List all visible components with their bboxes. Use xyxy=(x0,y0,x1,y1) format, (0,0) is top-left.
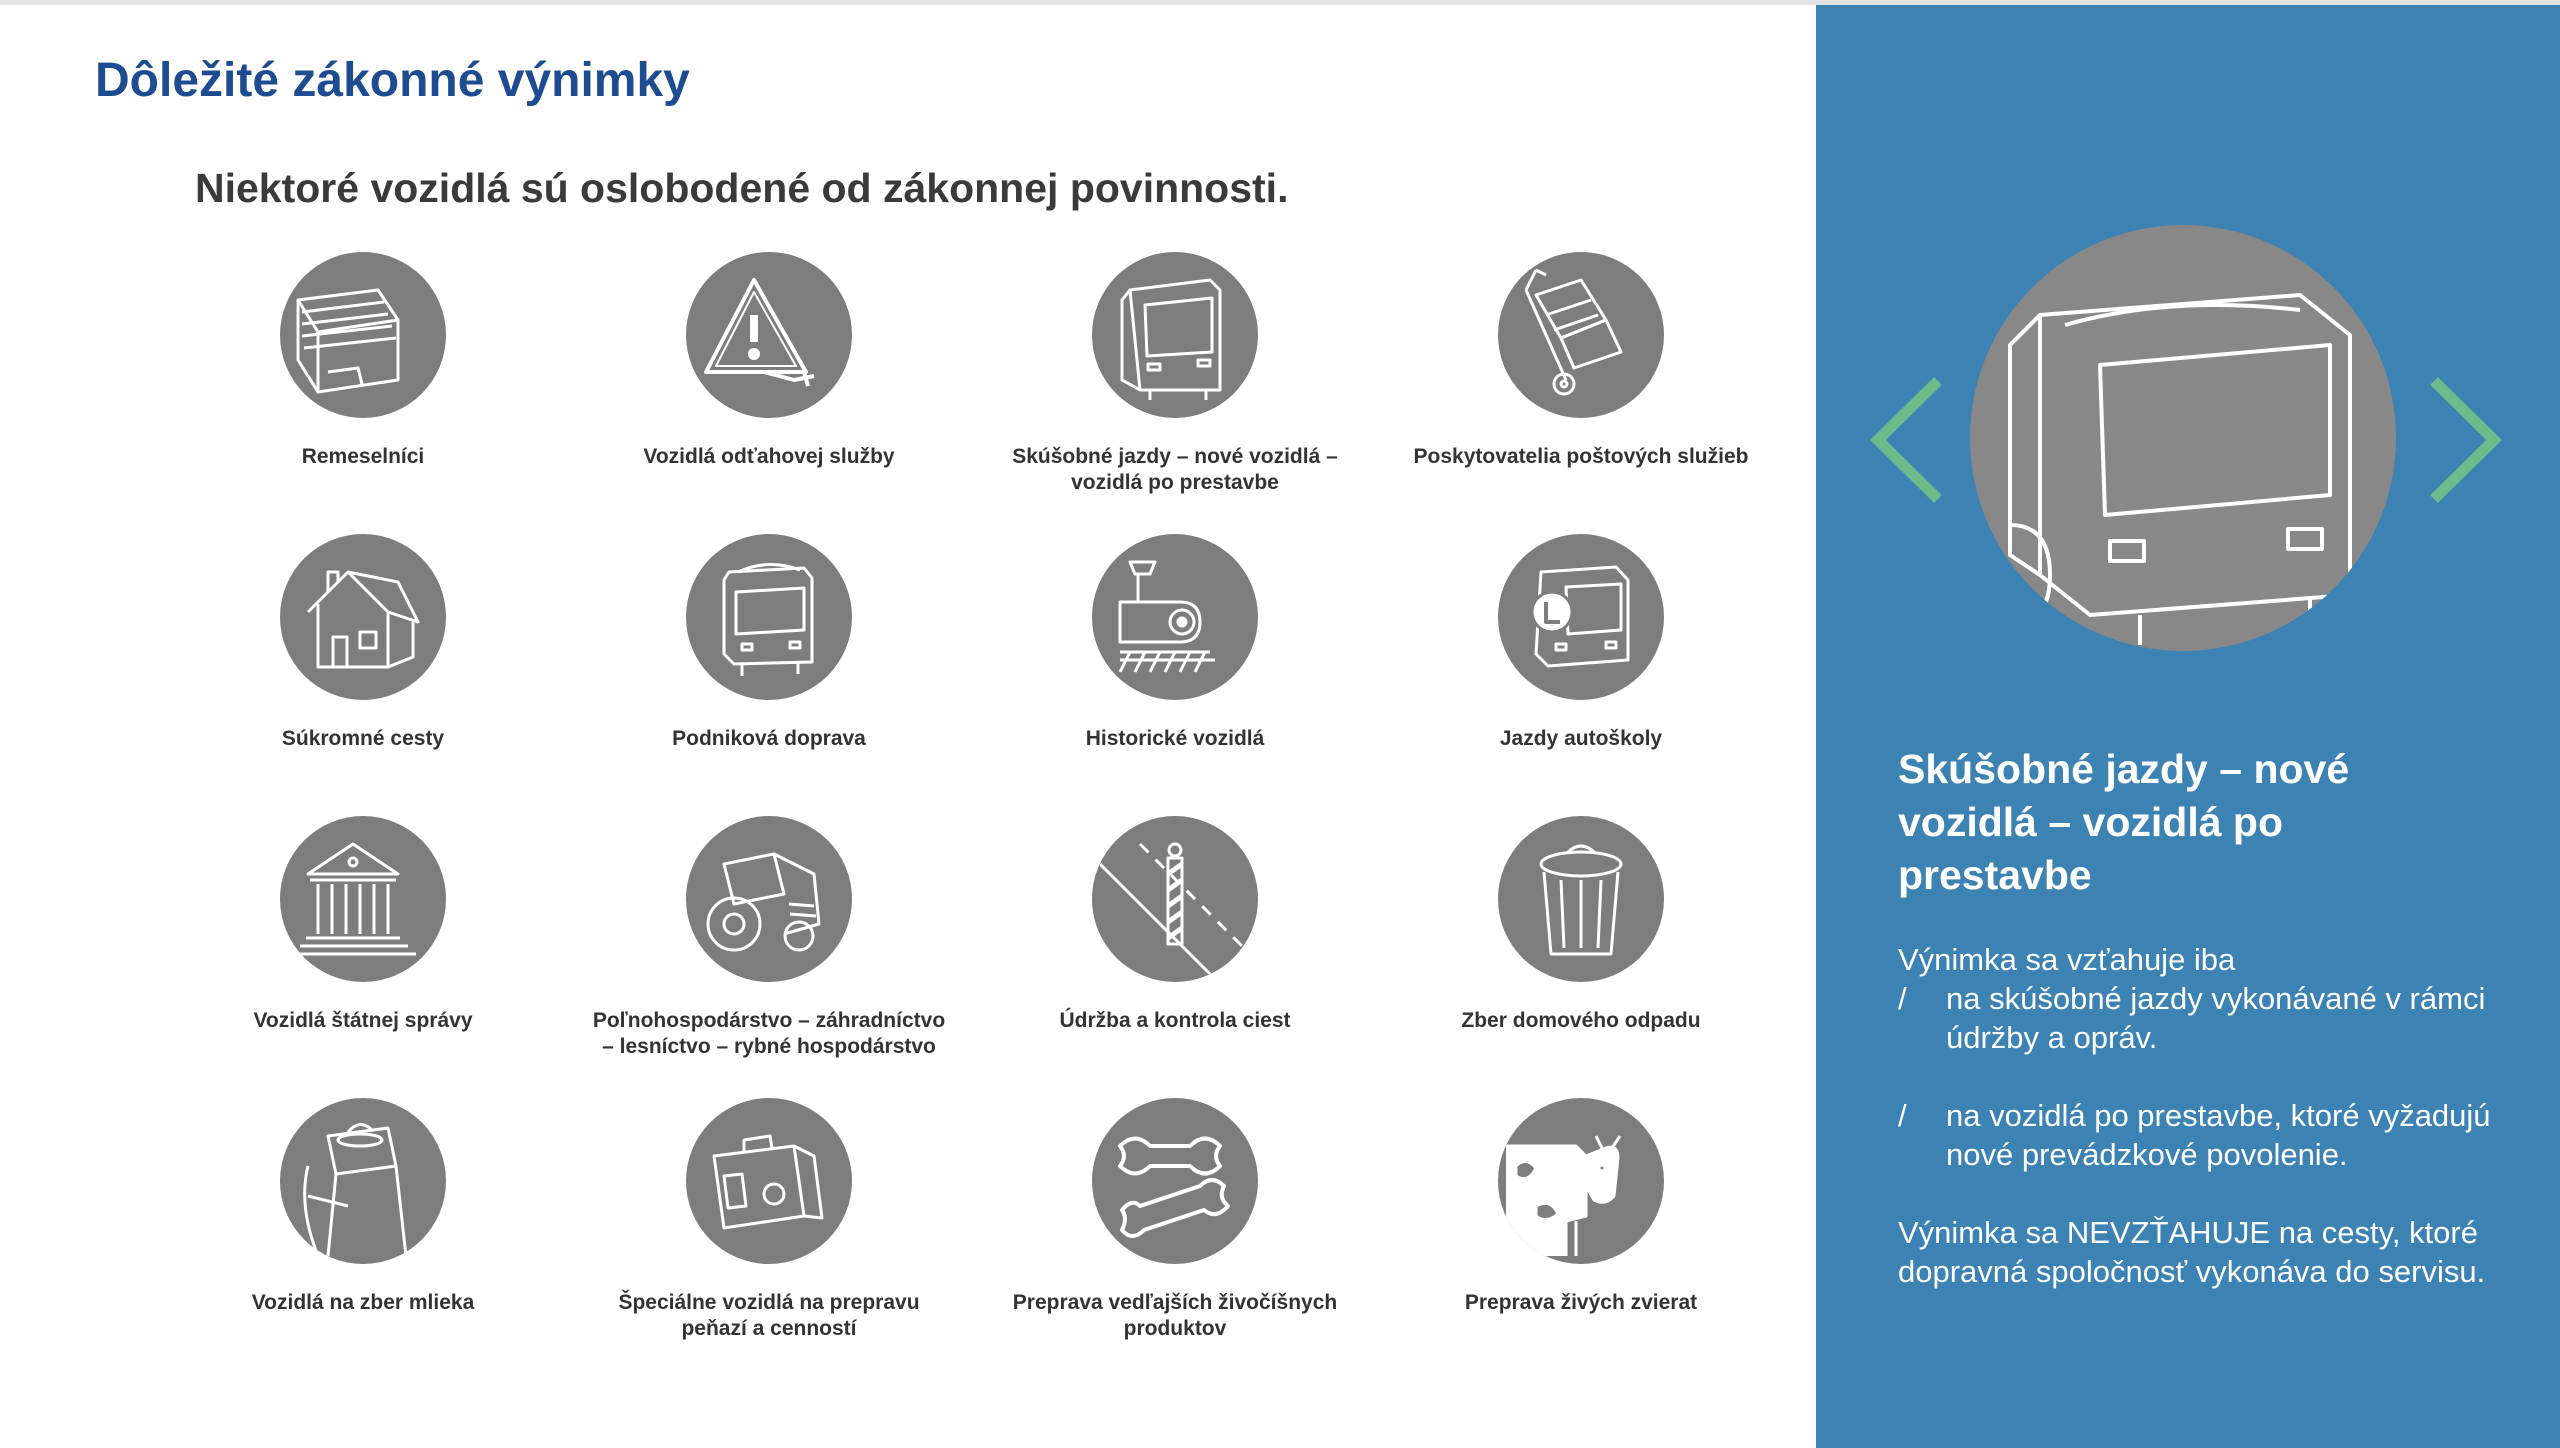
bus-front-icon xyxy=(686,534,852,700)
exemption-label: Remeselníci xyxy=(301,445,425,468)
exemption-item-test-drives[interactable] xyxy=(972,252,1378,534)
next-arrow-icon[interactable] xyxy=(2424,375,2504,505)
page-subtitle: Niektoré vozidlá sú oslobodené od zákonnej povinnosti. xyxy=(195,165,1289,211)
exemption-label: Súkromné cesty xyxy=(281,727,445,750)
detail-panel xyxy=(1816,5,2560,1448)
exemption-label: Jazdy autoškoly xyxy=(1499,727,1663,750)
bus-icon xyxy=(1970,225,2396,651)
warning-triangle-icon xyxy=(686,252,852,418)
exemption-item-cash-transport[interactable] xyxy=(566,1098,972,1380)
exemption-label: Poskytovatelia poštových služieb xyxy=(1413,445,1749,468)
trash-can-icon xyxy=(1498,816,1664,982)
house-icon xyxy=(280,534,446,700)
tractor-icon xyxy=(686,816,852,982)
bone-icon xyxy=(1092,1098,1258,1264)
exemption-item-craftsmen[interactable] xyxy=(160,252,566,534)
detail-intro: Výnimka sa vzťahuje iba xyxy=(1898,942,2236,977)
exemption-grid xyxy=(160,252,1784,1372)
exemption-label: Preprava živých zvierat xyxy=(1464,1291,1698,1314)
detail-bullet xyxy=(1898,1096,2498,1174)
road-marker-icon xyxy=(1092,816,1258,982)
detail-bullet xyxy=(1898,979,2498,1057)
exemption-item-waste-collection[interactable] xyxy=(1378,816,1784,1098)
exemption-item-private-roads[interactable] xyxy=(160,534,566,816)
exemption-label: Údržba a kontrola ciest xyxy=(1059,1009,1291,1032)
bullet-mark: / xyxy=(1898,1098,1907,1133)
exemption-label: Poľnohospodárstvo – záhradníctvo – lesníctvo – rybné hospodárstvo xyxy=(592,1009,946,1058)
exemption-item-live-animals[interactable] xyxy=(1378,1098,1784,1380)
exemption-item-towing[interactable] xyxy=(566,252,972,534)
hand-truck-icon xyxy=(1498,252,1664,418)
toolbox-icon xyxy=(280,252,446,418)
exemption-label: Špeciálne vozidlá na prepravu peňazí a cenností xyxy=(618,1291,920,1340)
exemption-item-animal-by-products[interactable] xyxy=(972,1098,1378,1380)
exemption-item-driving-school[interactable] xyxy=(1378,534,1784,816)
bullet-mark: / xyxy=(1898,981,1907,1016)
bullet-text: na vozidlá po prestavbe, ktoré vyžadujú nové prevádzkové povolenie. xyxy=(1946,1098,2491,1172)
exemption-item-company-transport[interactable] xyxy=(566,534,972,816)
exemption-item-historic[interactable] xyxy=(972,534,1378,816)
exemption-label: Preprava vedľajších živočíšnych produktov xyxy=(1012,1291,1338,1340)
exemption-label: Historické vozidlá xyxy=(1085,727,1265,750)
government-building-icon xyxy=(280,816,446,982)
exemption-label: Skúšobné jazdy – nové vozidlá – vozidlá po prestavbe xyxy=(1012,445,1338,494)
detail-note: Výnimka sa NEVZŤAHUJE na cesty, ktoré dopravná spoločnosť vykonáva do servisu. xyxy=(1898,1215,2486,1289)
detail-body xyxy=(1898,940,2498,1291)
steam-locomotive-icon xyxy=(1092,534,1258,700)
milk-can-icon xyxy=(280,1098,446,1264)
exemption-label: Vozidlá na zber mlieka xyxy=(251,1291,475,1314)
exemption-label: Vozidlá odťahovej služby xyxy=(643,445,895,468)
money-case-icon xyxy=(686,1098,852,1264)
main-content xyxy=(0,5,1816,1448)
exemption-item-postal[interactable] xyxy=(1378,252,1784,534)
previous-arrow-icon[interactable] xyxy=(1868,375,1948,505)
exemption-label: Podniková doprava xyxy=(672,727,866,750)
cow-icon xyxy=(1498,1098,1664,1264)
exemption-item-road-maintenance[interactable] xyxy=(972,816,1378,1098)
learner-bus-icon xyxy=(1498,534,1664,700)
exemption-label: Zber domového odpadu xyxy=(1461,1009,1701,1032)
exemption-item-agriculture[interactable] xyxy=(566,816,972,1098)
detail-title: Skúšobné jazdy – nové vozidlá – vozidlá po prestavbe xyxy=(1898,746,2350,898)
page-title: Dôležité zákonné výnimky xyxy=(95,54,690,107)
bullet-text: na skúšobné jazdy vykonávané v rámci údržby a opráv. xyxy=(1946,981,2486,1055)
bus-icon xyxy=(1092,252,1258,418)
exemption-label: Vozidlá štátnej správy xyxy=(253,1009,473,1032)
exemption-item-state-administration[interactable] xyxy=(160,816,566,1098)
exemption-item-milk-collection[interactable] xyxy=(160,1098,566,1380)
